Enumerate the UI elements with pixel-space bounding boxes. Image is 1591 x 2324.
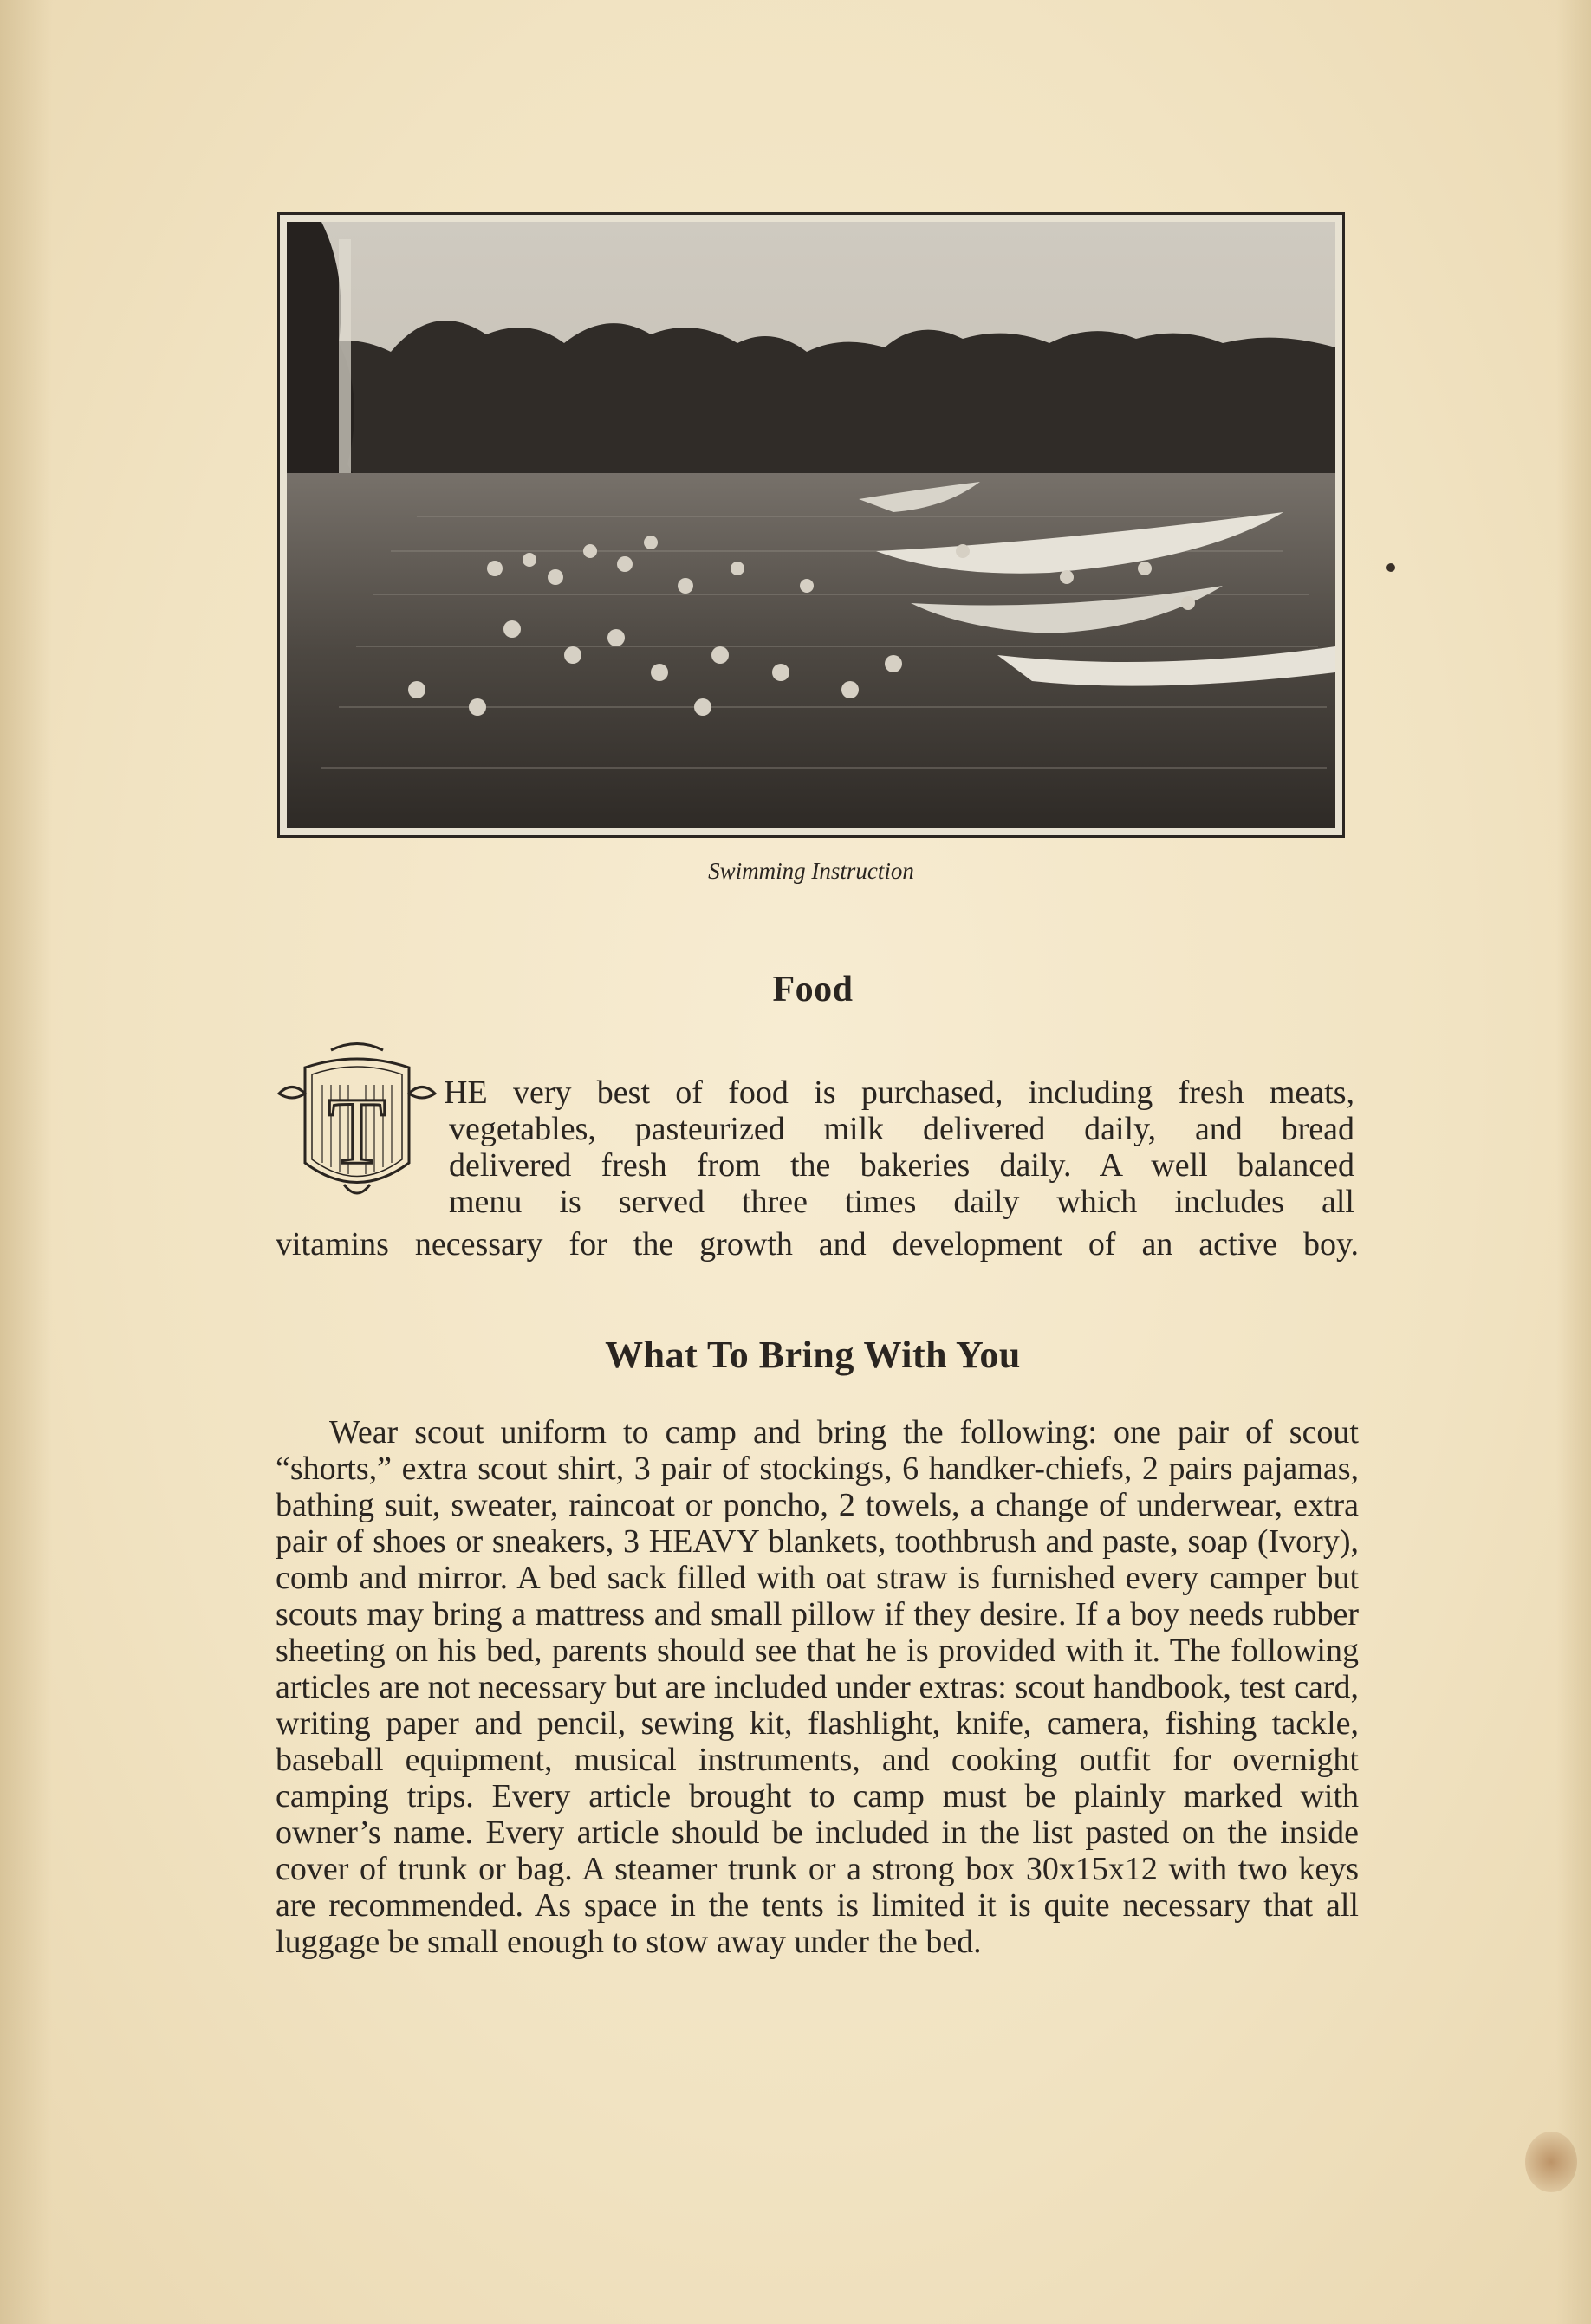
section-heading-food: Food — [772, 970, 854, 1009]
page-edge-shadow — [1556, 0, 1591, 2324]
ornamental-drop-cap — [270, 1033, 444, 1206]
food-paragraph — [444, 1074, 1354, 1220]
drop-cap-letter: T — [328, 1078, 386, 1184]
lake-photo-illustration — [287, 222, 1335, 828]
food-line: delivered fresh from the bakeries daily. A well balanced — [449, 1147, 1354, 1184]
swimming-photo — [277, 212, 1345, 838]
ink-dot — [1386, 563, 1395, 572]
food-line: vitamins necessary for the growth and development of an active boy. — [276, 1226, 1359, 1263]
section-heading-what-to-bring: What To Bring With You — [605, 1334, 1021, 1376]
photo-caption: Swimming Instruction — [708, 858, 914, 884]
food-line: HE very best of food is purchased, including fresh meats, — [444, 1074, 1354, 1111]
food-line: vegetables, pasteurized milk delivered daily, and bread — [449, 1111, 1354, 1147]
what-to-bring-paragraph: Wear scout uniform to camp and bring the following: one pair of scout “shorts,” extra scout shirt, 3 pair of stockings, 6 handker-chiefs, 2 pairs pajamas, bathing suit, sweater, raincoat or poncho, 2 towels, a change of underwear, extra pair of shoes or sneakers, 3 HEAVY blankets, toothbrush and paste, soap (Ivory), comb and mirror. A bed sack filled with oat straw is furnished every camper but scouts may bring a mattress and small pillow if they desire. If a boy needs rubber sheeting on his bed, parents should see that he is provided with it. The following articles are not necessary but are included under extras: scout handbook, test card, writing paper and pencil, sewing kit, flashlight, knife, camera, fishing tackle, baseball equipment, musical instruments, and cooking outfit for overnight camping trips. Every article brought to camp must be plainly marked with owner’s name. Every article should be included in the list pasted on the inside cover of trunk or bag. A steamer trunk or a strong box 30x15x12 with two keys are recommended. As space in the tents is limited it is quite necessary that all luggage be small enough to stow away under the bed. — [276, 1414, 1359, 1960]
food-line: menu is served three times daily which includes all — [449, 1184, 1354, 1220]
spine-shadow — [0, 0, 52, 2324]
paper-stain — [1525, 2132, 1577, 2192]
